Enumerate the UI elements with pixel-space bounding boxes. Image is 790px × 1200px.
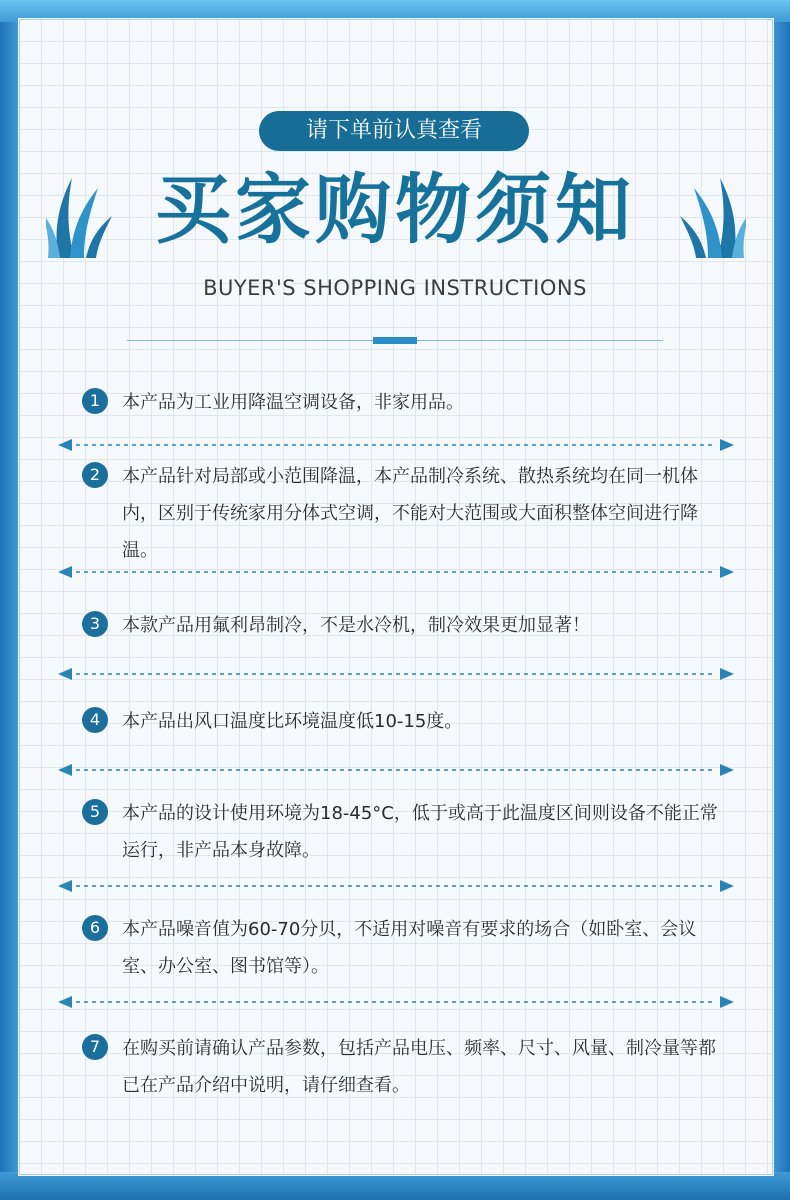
item-text: 在购买前请确认产品参数，包括产品电压、频率、尺寸、风量、制冷量等都已在产品介绍中说明，请仔细查看。 [122,1038,716,1096]
item-number-badge: 1 [82,388,108,414]
item-number-badge: 6 [82,915,108,941]
item-text: 本款产品用氟利昂制冷，不是水冷机，制冷效果更加显著！ [122,615,590,636]
item-text: 本产品噪音值为60-70分贝，不适用对噪音有要求的场合（如卧室、会议室、办公室、图书馆等）。 [122,919,697,977]
frame-bottom [0,1172,790,1200]
item-number-badge: 5 [82,799,108,825]
separator-arrow-line [58,762,734,778]
page-title: 买家购物须知 [155,165,635,254]
separator-arrow-line [58,994,734,1010]
item-number-badge: 3 [82,611,108,637]
notice-pill: 请下单前认真查看 [259,111,529,151]
item-text: 本产品为工业用降温空调设备，非家用品。 [122,392,464,413]
page-subtitle: BUYER'S SHOPPING INSTRUCTIONS [203,276,587,300]
separator-arrow-line [58,666,734,682]
title-divider-accent [373,337,417,344]
separator-arrow-line [58,878,734,894]
item-number-badge: 4 [82,707,108,733]
separator-arrow-line [58,564,734,580]
item-text: 本产品的设计使用环境为18-45°C，低于或高于此温度区间则设备不能正常运行，非产品本身故障。 [122,803,718,861]
item-text: 本产品出风口温度比环境温度低10-15度。 [122,711,463,732]
item-number-badge: 7 [82,1034,108,1060]
item-number-badge: 2 [82,462,108,488]
item-text: 本产品针对局部或小范围降温，本产品制冷系统、散热系统均在同一机体内，区别于传统家用分体式空调，不能对大范围或大面积整体空间进行降温。 [122,466,698,561]
separator-arrow-line [58,437,734,453]
